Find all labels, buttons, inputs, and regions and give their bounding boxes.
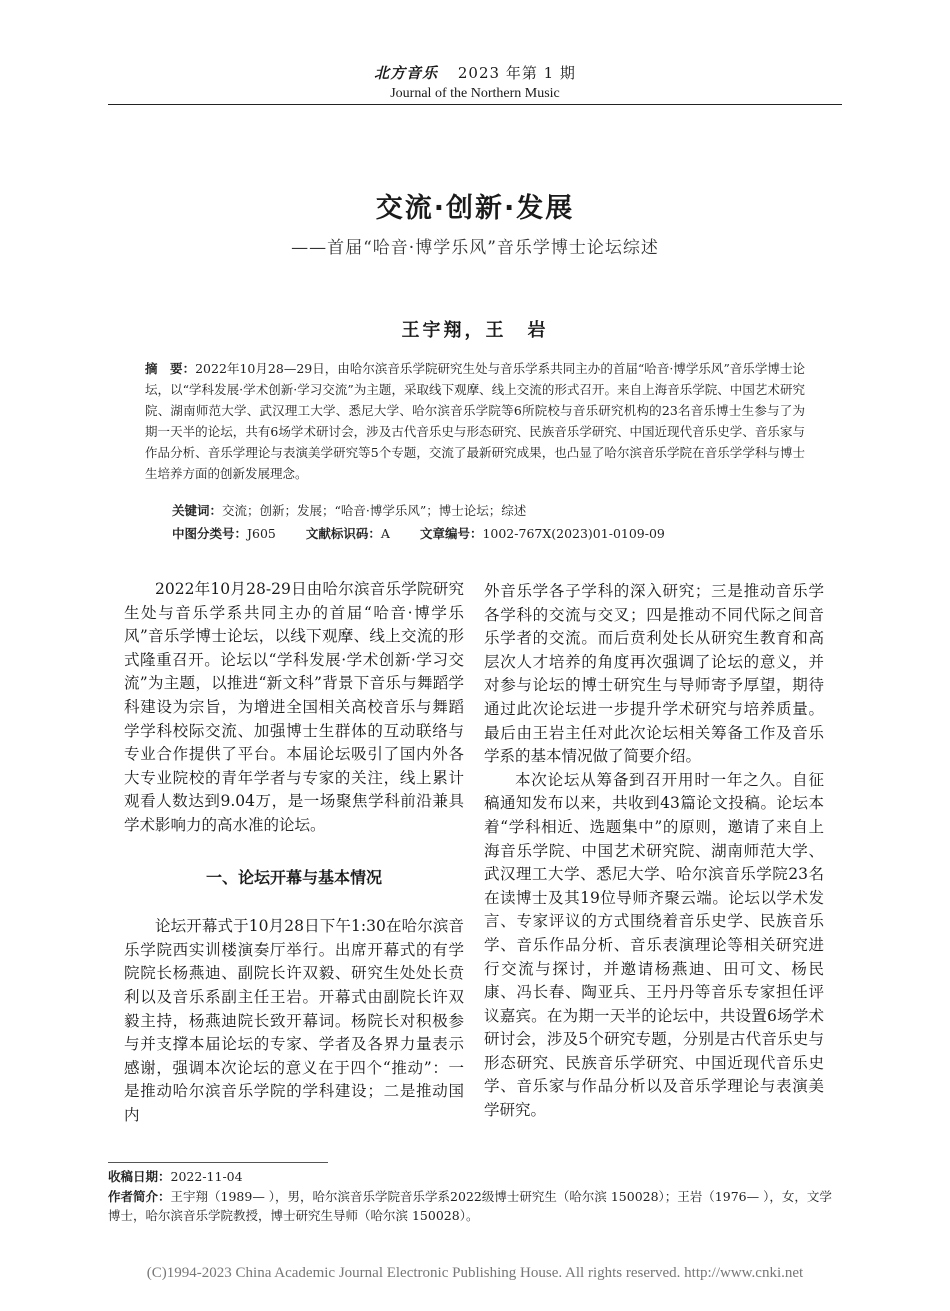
abstract-text: 2022年10月28—29日，由哈尔滨音乐学院研究生处与音乐学系共同主办的首届“哈音·博学乐风”音乐学博士论坛，以“学科发展·学术创新·学习交流”为主题，采取线下观摩、线上交流的形式召开。来自上海音乐学院、中国艺术研究院、湖南师范大学、武汉理工大学、悉尼大学、哈尔滨音乐学院等6所院校与音乐研究机构的23名音乐博士生参与了为期一天半的论坛，共有6场学术研讨会，涉及古代音乐史与形态研究、民族音乐学研究、中国近现代音乐史学、音乐家与作品分析、音乐学理论与表演美学研究等5个专题，交流了最新研究成果，也凸显了哈尔滨音乐学院在音乐学学科与博士生培养方面的创新发展理念。 bbox=[145, 361, 805, 481]
clc-label: 中图分类号： bbox=[172, 526, 248, 541]
received-date: 2022-11-04 bbox=[170, 1169, 243, 1184]
author-bio-label: 作者简介： bbox=[108, 1189, 171, 1204]
journal-name-en: Journal of the Northern Music bbox=[390, 86, 560, 101]
author-bio-note bbox=[108, 1187, 844, 1225]
journal-name-cn: 北方音乐 bbox=[374, 64, 439, 82]
header-divider bbox=[108, 104, 842, 105]
keywords: 交流；创新；发展；“哈音·博学乐风”；博士论坛；综述 bbox=[222, 503, 527, 518]
article-no-value: 1002-767X(2023)01-0109-09 bbox=[482, 526, 665, 541]
issue-label: 2023 年第 1 期 bbox=[457, 64, 576, 82]
body-column-right bbox=[484, 580, 824, 1123]
abstract-label: 摘 要： bbox=[145, 361, 196, 376]
body-paragraph: 外音乐学各子学科的深入研究；三是推动音乐学各学科的交流与交叉；四是推动不同代际之间音乐学者的交流。而后贲利处长从研究生教育和高层次人才培养的角度再次强调了论坛的意义，并对参与论坛的博士研究生与导师寄予厚望，期待通过此次论坛进一步提升学术研究与培养质量。最后由王岩主任对此次论坛相关筹备工作及音乐学系的基本情况做了简要介绍。 bbox=[484, 582, 824, 766]
article-subtitle: ——首届“哈音·博学乐风”音乐学博士论坛综述 bbox=[291, 238, 659, 258]
running-header bbox=[0, 62, 950, 102]
received-label: 收稿日期： bbox=[108, 1169, 171, 1184]
article-authors: 王宇翔，王 岩 bbox=[401, 320, 549, 341]
article-no-label: 文章编号： bbox=[419, 526, 483, 541]
clc-value: J605 bbox=[247, 526, 276, 541]
footnote-divider bbox=[108, 1162, 328, 1163]
body-paragraph: 论坛开幕式于10月28日下午1:30在哈尔滨音乐学院西实训楼演奏厅举行。出席开幕式的有学院院长杨燕迪、副院长许双毅、研究生处处长贲利以及音乐系副主任王岩。开幕式由副院长许双毅主持，杨燕迪院长致开幕词。杨院长对积极参与并支撑本届论坛的专家、学者及各界力量表示感谢，强调本次论坛的意义在于四个“推动”：一是推动哈尔滨音乐学院的学科建设；二是推动国内 bbox=[124, 917, 464, 1124]
body-paragraph: 2022年10月28-29日由哈尔滨音乐学院研究生处与音乐学系共同主办的首届“哈音·博学乐风”音乐学博士论坛，以线下观摩、线上交流的形式隆重召开。论坛以“学科发展·学术创新·学习交流”为主题，以推进“新文科”背景下音乐与舞蹈学科建设为宗旨，为增进全国相关高校音乐与舞蹈学学科校际交流、加强博士生群体的互动联络与专业合作提供了平台。本届论坛吸引了国内外各大专业院校的青年学者与专家的关注，线上累计观看人数达到9.04万，是一场聚焦学科前沿兼具学术影响力的高水准的论坛。 bbox=[124, 580, 464, 834]
author-bio: 王宇翔（1989— ），男，哈尔滨音乐学院音乐学系2022级博士研究生（哈尔滨 150028）；王岩（1976— ），女，文学博士，哈尔滨音乐学院教授，博士研究生导师（哈尔滨 150028）。 bbox=[108, 1189, 832, 1223]
article-title: 交流·创新·发展 bbox=[375, 193, 575, 224]
doc-code-label: 文献标识码： bbox=[305, 526, 381, 541]
body-paragraph: 本次论坛从筹备到召开用时一年之久。自征稿通知发布以来，共收到43篇论文投稿。论坛本着“学科相近、选题集中”的原则，邀请了来自上海音乐学院、中国艺术研究院、湖南师范大学、武汉理工大学、悉尼大学、哈尔滨音乐学院23名在读博士及其19位导师齐聚云端。论坛以学术发言、专家评议的方式围绕着音乐史学、民族音乐学、音乐作品分析、音乐表演理论等相关研究进行交流与探讨，并邀请杨燕迪、田可文、杨民康、冯长春、陶亚兵、王丹丹等音乐专家担任评议嘉宾。在为期一天半的论坛中，共设置6场学术研讨会，涉及5个研究专题，分别是古代音乐史与形态研究、民族音乐学研究、中国近现代音乐史学、音乐家与作品分析以及音乐学理论与表演美学研究。 bbox=[484, 770, 824, 1120]
section-heading: 一、论坛开幕与基本情况 bbox=[205, 867, 382, 887]
classification-line bbox=[172, 524, 665, 542]
body-column-left bbox=[124, 578, 464, 1127]
keywords-line bbox=[172, 501, 526, 519]
abstract bbox=[145, 358, 805, 484]
header-line bbox=[0, 62, 950, 83]
doc-code-value: A bbox=[380, 526, 390, 541]
received-date-note bbox=[108, 1167, 844, 1186]
keywords-label: 关键词： bbox=[172, 503, 223, 518]
copyright-notice: (C)1994-2023 China Academic Journal Electronic Publishing House. All rights reserved. http://www.cnki.net bbox=[146, 1265, 804, 1281]
